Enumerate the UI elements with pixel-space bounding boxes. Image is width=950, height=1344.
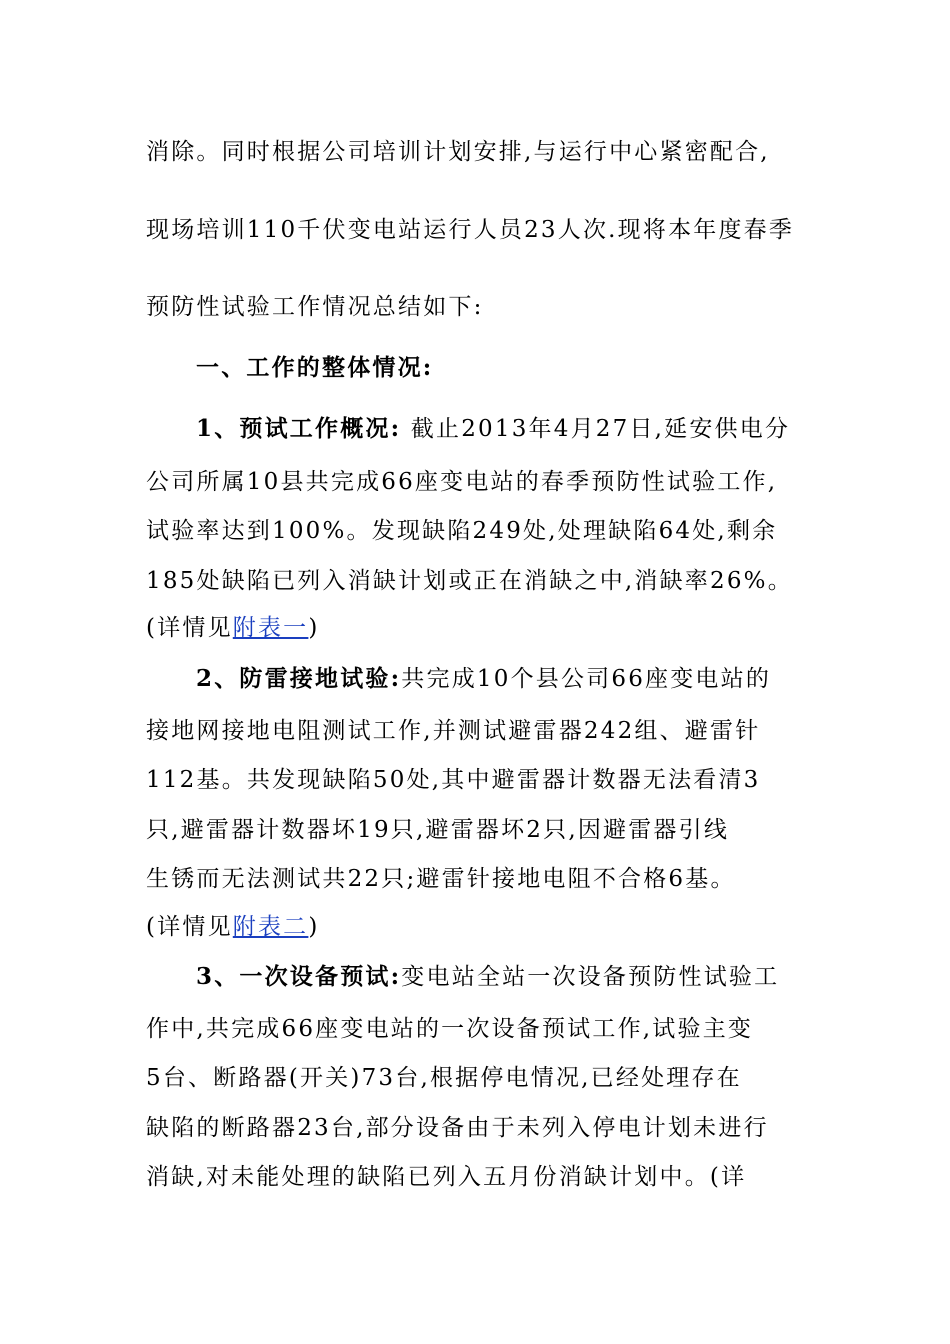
item2-line-5: 生锈而无法测试共22只;避雷针接地电阻不合格6基。 <box>146 866 736 892</box>
item1-line-4: 185处缺陷已列入消缺计划或正在消缺之中,消缺率26%。 <box>146 568 793 594</box>
item2-reference <box>146 908 320 941</box>
intro-line-1: 消除。同时根据公司培训计划安排,与运行中心紧密配合, <box>146 139 770 165</box>
item2-line-2: 接地网接地电阻测试工作,并测试避雷器242组、避雷针 <box>146 718 761 744</box>
item2-line-1 <box>196 660 771 693</box>
item3-line-3: 5台、断路器(开关)73台,根据停电情况,已经处理存在 <box>146 1065 742 1091</box>
item3-label: 3、一次设备预试: <box>196 963 402 990</box>
item2-text-1: 共完成10个县公司66座变电站的 <box>401 666 772 692</box>
item3-line-1 <box>196 958 779 991</box>
item1-reference <box>146 609 320 642</box>
item2-ref-prefix: (详情见 <box>146 914 233 940</box>
appendix-2-link[interactable]: 附表二 <box>232 914 309 940</box>
item1-ref-prefix: (详情见 <box>146 615 233 641</box>
item1-line-3: 试验率达到100%。发现缺陷249处,处理缺陷64处,剩余 <box>146 518 778 544</box>
item2-label: 2、防雷接地试验: <box>196 665 402 692</box>
intro-line-2: 现场培训110千伏变电站运行人员23人次.现将本年度春季 <box>146 217 795 243</box>
item3-line-2: 作中,共完成66座变电站的一次设备预试工作,试验主变 <box>146 1016 754 1042</box>
intro-line-3: 预防性试验工作情况总结如下: <box>146 294 484 320</box>
item2-ref-suffix: ) <box>308 914 320 940</box>
section-heading: 一、工作的整体情况: <box>196 354 434 381</box>
item1-line-1 <box>196 410 790 443</box>
appendix-1-link[interactable]: 附表一 <box>232 615 309 641</box>
item3-line-5: 消缺,对未能处理的缺陷已列入五月份消缺计划中。(详 <box>146 1164 747 1190</box>
item3-line-4: 缺陷的断路器23台,部分设备由于未列入停电计划未进行 <box>146 1115 769 1141</box>
item1-ref-suffix: ) <box>308 615 320 641</box>
item1-label: 1、预试工作概况: <box>196 415 402 442</box>
item2-line-4: 只,避雷器计数器坏19只,避雷器坏2只,因避雷器引线 <box>146 817 730 843</box>
item3-text-1: 变电站全站一次设备预防性试验工 <box>401 964 780 990</box>
item1-line-2: 公司所属10县共完成66座变电站的春季预防性试验工作, <box>146 469 778 495</box>
item2-line-3: 112基。共发现缺陷50处,其中避雷器计数器无法看清3 <box>146 767 761 793</box>
item1-text-1: 截止2013年4月27日,延安供电分 <box>401 416 791 442</box>
